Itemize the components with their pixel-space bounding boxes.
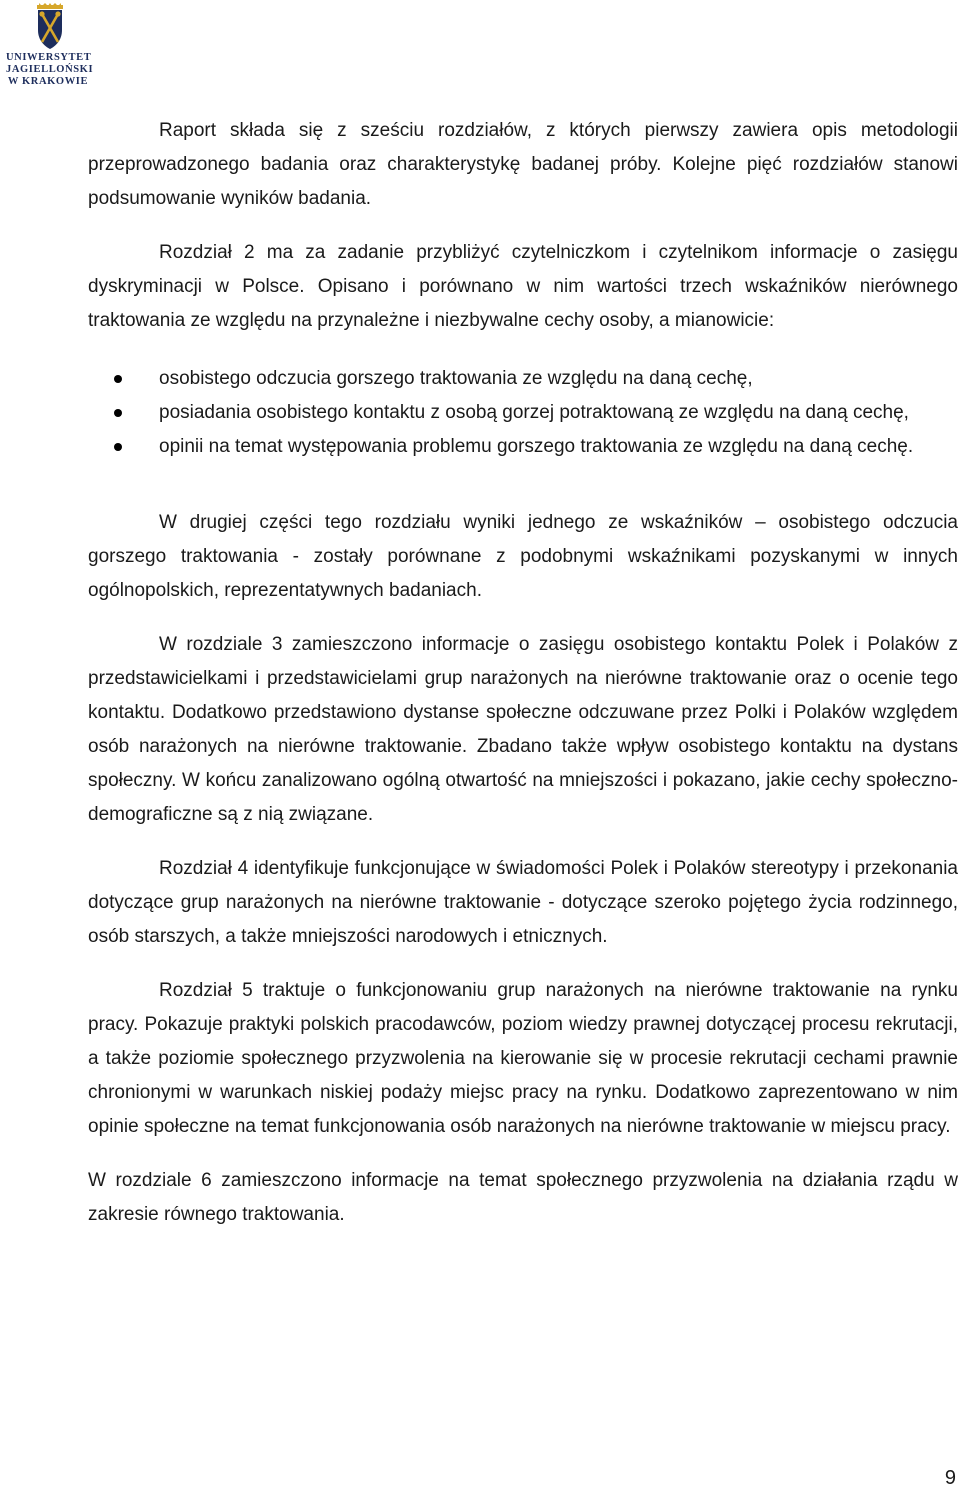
paragraph-intro: Raport składa się z sześciu rozdziałów, z których pierwszy zawiera opis metodologii przeprowadzonego badania oraz charakterystykę badanej próby. Kolejne pięć rozdziałów stanowi podsumowanie wyników badania. <box>88 120 958 209</box>
list-item: osobistego odczucia gorszego traktowania ze względu na daną cechę, <box>88 362 958 396</box>
paragraph-chapter-5: Rozdział 5 traktuje o funkcjonowaniu grup narażonych na nierówne traktowanie na rynku pracy. Pokazuje praktyki polskich pracodawców, poziom wiedzy prawnej dotyczącej procesu rekrutacji, a także poziomie społecznego przyzwolenia na kierowanie się w procesie rekrutacji cechami prawnie chronionymi w warunkach niskiej podaży miejsc pracy na rynku. Dodatkowo zaprezentowano w nim opinie społeczne na temat funkcjonowania osób narażonych na nierówne traktowanie w miejscu pracy. <box>88 980 958 1137</box>
indicator-list <box>88 362 958 464</box>
paragraph-chapter-6: W rozdziale 6 zamieszczono informacje na temat społecznego przyzwolenia na działania rządu w zakresie równego traktowania. <box>88 1170 958 1225</box>
crest-icon <box>36 2 64 50</box>
university-logo <box>6 2 94 92</box>
page-number: 9 <box>944 1467 956 1489</box>
logo-line: JAGIELLOŃSKI <box>6 64 94 75</box>
bullet-icon <box>114 443 122 451</box>
document-body <box>88 114 958 1232</box>
logo-line: UNIWERSYTET <box>6 52 92 63</box>
paragraph-chapter-4: Rozdział 4 identyfikuje funkcjonujące w świadomości Polek i Polaków stereotypy i przekonania dotyczące grup narażonych na nierówne traktowanie - dotyczące szeroko pojętego życia rodzinnego, osób starszych, a także mniejszości narodowych i etnicznych. <box>88 858 958 947</box>
logo-line: W KRAKOWIE <box>7 76 89 87</box>
paragraph-chapter-3: W rozdziale 3 zamieszczono informacje o zasięgu osobistego kontaktu Polek i Polaków z przedstawicielkami i przedstawicielami grup narażonych na nierówne traktowanie oraz o ocenie tego kontaktu. Dodatkowo przedstawiono dystanse społeczne odczuwane przez Polki i Polaków względem osób narażonych na nierówne traktowanie. Zbadano także wpływ osobistego kontaktu na dystans społeczny. W końcu zanalizowano ogólną otwartość na mniejszości i pokazano, jakie cechy społeczno-demograficzne są z nią związane. <box>88 634 958 825</box>
list-item: posiadania osobistego kontaktu z osobą gorzej potraktowaną ze względu na daną cechę, <box>88 396 958 430</box>
bullet-icon <box>114 409 122 417</box>
bullet-icon <box>114 375 122 383</box>
paragraph-chapter-2: Rozdział 2 ma za zadanie przybliżyć czytelniczkom i czytelnikom informacje o zasięgu dyskryminacji w Polsce. Opisano i porównano w nim wartości trzech wskaźników nierównego traktowania ze względu na przynależne i niezbywalne cechy osoby, a mianowicie: <box>88 242 958 331</box>
paragraph-comparison: W drugiej części tego rozdziału wyniki jednego ze wskaźników – osobistego odczucia gorszego traktowania - zostały porównane z podobnymi wskaźnikami pozyskanymi w innych ogólnopolskich, reprezentatywnych badaniach. <box>88 512 958 601</box>
logo-wordmark <box>6 52 94 88</box>
list-item: opinii na temat występowania problemu gorszego traktowania ze względu na daną cechę. <box>88 430 958 464</box>
